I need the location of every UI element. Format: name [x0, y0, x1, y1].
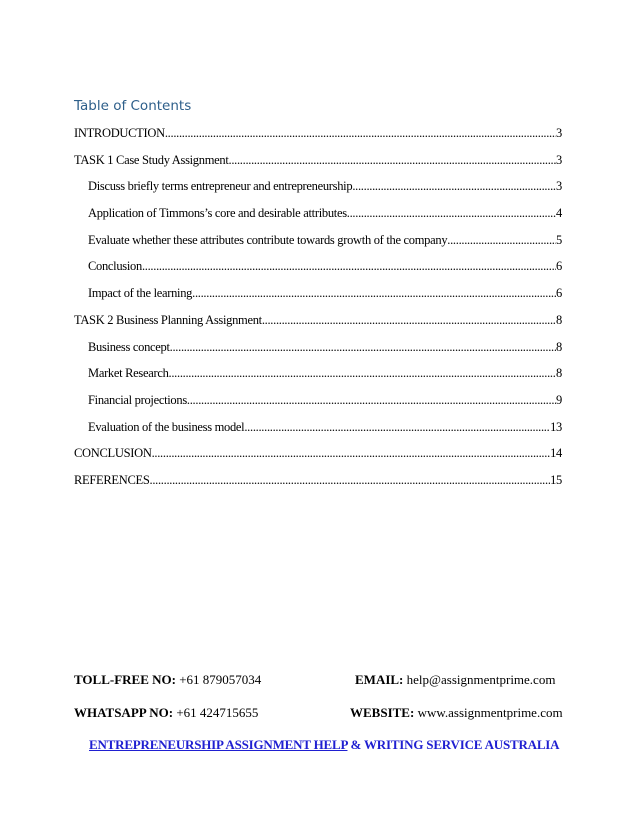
toc-dot-leader — [169, 366, 557, 381]
toc-entry-page: 14 — [550, 446, 562, 461]
toc-entry-label: Market Research — [88, 366, 169, 381]
toc-entry[interactable] — [74, 420, 562, 447]
toc-entry-page: 3 — [556, 152, 562, 167]
toc-entry-page: 8 — [556, 366, 562, 381]
email-group — [355, 672, 555, 688]
toc-entry[interactable] — [74, 233, 562, 260]
toc-dot-leader — [229, 153, 557, 168]
tollfree-group — [74, 672, 261, 688]
toc-entry[interactable] — [74, 313, 562, 340]
toc-entry-label: Discuss briefly terms entrepreneur and entrepreneurship — [88, 179, 353, 194]
service-link[interactable]: ENTREPRENEURSHIP ASSIGNMENT HELP — [89, 737, 348, 752]
toc-entry[interactable] — [74, 179, 562, 206]
toc-dot-leader — [165, 126, 556, 141]
toc-entry-page: 8 — [556, 312, 562, 327]
toc-entry-label: Evaluate whether these attributes contribute towards growth of the company — [88, 232, 448, 247]
toc-dot-leader — [447, 233, 556, 248]
toc-dot-leader — [152, 446, 551, 461]
toc-entry-label: INTRODUCTION — [74, 126, 165, 140]
toc-dot-leader — [244, 420, 550, 435]
toc-entry-page: 6 — [556, 259, 562, 274]
toc-entry-label: TASK 2 Business Planning Assignment — [74, 312, 262, 327]
toc-entry[interactable] — [74, 153, 562, 180]
toc-dot-leader — [347, 206, 556, 221]
toc-entry-label: Financial projections — [88, 392, 187, 407]
toc-entry[interactable] — [74, 286, 562, 313]
service-banner-rest: & WRITING SERVICE AUSTRALIA — [347, 737, 560, 752]
toc-entry-page: 5 — [556, 232, 562, 247]
website-group — [350, 705, 563, 721]
toc-entry-label: Business concept — [88, 339, 170, 354]
toc-title: Table of Contents — [74, 98, 192, 114]
toc-entry[interactable] — [74, 259, 562, 286]
toc-dot-leader — [170, 340, 556, 355]
toc-entry[interactable] — [74, 126, 562, 153]
toc-dot-leader — [142, 259, 556, 274]
website-label: WEBSITE: — [350, 705, 415, 720]
toc-entry-page: 13 — [550, 419, 562, 434]
toc-entry-page: 8 — [556, 339, 562, 354]
toc-entry-label: REFERENCES — [74, 472, 150, 487]
toc-dot-leader — [352, 179, 556, 194]
website-url[interactable]: www.assignmentprime.com — [417, 705, 563, 720]
toc-entry[interactable] — [74, 340, 562, 367]
toc-entry-label: Impact of the learning — [88, 286, 193, 301]
email-label: EMAIL: — [355, 672, 404, 687]
toc-entry-page: 3 — [556, 179, 562, 194]
tollfree-label: TOLL-FREE NO: — [74, 672, 176, 687]
toc-entry-page: 15 — [550, 472, 562, 487]
toc-entry-page: 6 — [556, 286, 562, 301]
toc-entry[interactable] — [74, 446, 562, 473]
whatsapp-label: WHATSAPP NO: — [74, 705, 174, 720]
table-of-contents — [74, 126, 562, 500]
toc-entry-page: 9 — [556, 392, 562, 407]
toc-entry[interactable] — [74, 366, 562, 393]
toc-entry[interactable] — [74, 393, 562, 420]
toc-entry-page: 4 — [556, 206, 562, 221]
toc-dot-leader — [262, 313, 556, 328]
toc-entry[interactable] — [74, 473, 562, 500]
toc-entry-label: Evaluation of the business model — [88, 419, 245, 434]
whatsapp-number: +61 424715655 — [176, 705, 259, 720]
toc-dot-leader — [150, 473, 551, 488]
toc-entry-label: CONCLUSION — [74, 446, 152, 461]
toc-dot-leader — [187, 393, 556, 408]
toc-entry[interactable] — [74, 206, 562, 233]
toc-entry-label: TASK 1 Case Study Assignment — [74, 152, 229, 167]
toc-entry-page: 3 — [556, 126, 562, 140]
email-address[interactable]: help@assignmentprime.com — [406, 672, 556, 687]
toc-entry-label: Conclusion — [88, 259, 142, 274]
tollfree-number: +61 879057034 — [179, 672, 262, 687]
toc-entry-label: Application of Timmons’s core and desirable attributes — [88, 206, 347, 221]
toc-dot-leader — [192, 286, 556, 301]
service-banner — [89, 737, 559, 753]
whatsapp-group — [74, 705, 258, 721]
